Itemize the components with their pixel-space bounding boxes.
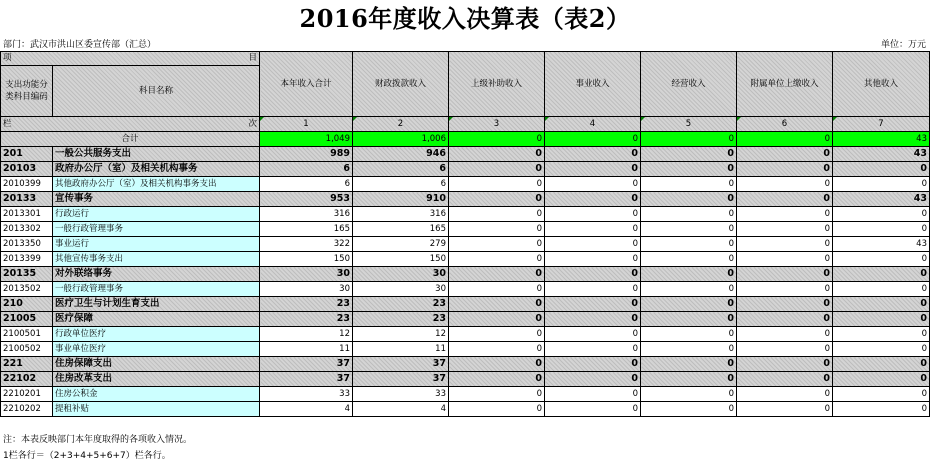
row-value-6: 0	[737, 177, 833, 192]
row-value-4: 0	[545, 282, 641, 297]
row-code: 2013301	[1, 207, 53, 222]
note-line-1: 注：本表反映部门本年度取得的各项收入情况。	[3, 435, 193, 445]
row-value-3: 0	[449, 162, 545, 177]
table-row	[1, 267, 930, 282]
row-name: 宣传事务	[53, 192, 260, 207]
row-value-6: 0	[737, 207, 833, 222]
row-value-7: 43	[833, 237, 930, 252]
row-name: 住房改革支出	[53, 372, 260, 387]
row-name: 事业单位医疗	[53, 342, 260, 357]
table-row	[1, 342, 930, 357]
row-name: 医疗保障	[53, 312, 260, 327]
col-number-4: 4	[545, 117, 641, 132]
header-mu: 目	[248, 53, 257, 63]
row-value-7: 0	[833, 177, 930, 192]
row-value-1: 6	[260, 162, 353, 177]
row-value-2: 910	[353, 192, 449, 207]
row-value-3: 0	[449, 222, 545, 237]
row-value-5: 0	[641, 297, 737, 312]
row-value-5: 0	[641, 252, 737, 267]
row-name: 住房公积金	[53, 387, 260, 402]
row-value-4: 0	[545, 342, 641, 357]
col-header-3: 上级补助收入	[449, 52, 545, 117]
row-value-4: 0	[545, 357, 641, 372]
row-value-4: 0	[545, 177, 641, 192]
row-name: 一般公共服务支出	[53, 147, 260, 162]
row-value-7: 0	[833, 402, 930, 417]
total-value-6: 0	[737, 132, 833, 147]
row-value-1: 989	[260, 147, 353, 162]
row-value-1: 11	[260, 342, 353, 357]
row-value-2: 165	[353, 222, 449, 237]
row-value-5: 0	[641, 312, 737, 327]
row-value-2: 11	[353, 342, 449, 357]
row-value-1: 316	[260, 207, 353, 222]
row-value-6: 0	[737, 237, 833, 252]
row-name: 其他宣传事务支出	[53, 252, 260, 267]
row-value-6: 0	[737, 372, 833, 387]
row-value-4: 0	[545, 252, 641, 267]
row-value-1: 953	[260, 192, 353, 207]
table-row	[1, 192, 930, 207]
row-value-4: 0	[545, 207, 641, 222]
row-value-7: 0	[833, 252, 930, 267]
row-value-4: 0	[545, 402, 641, 417]
row-value-3: 0	[449, 192, 545, 207]
header-code-label: 支出功能分类科目编码	[1, 66, 53, 117]
row-value-5: 0	[641, 177, 737, 192]
row-value-2: 6	[353, 177, 449, 192]
row-code: 20103	[1, 162, 53, 177]
row-value-2: 37	[353, 372, 449, 387]
row-value-1: 37	[260, 372, 353, 387]
col-number-2: 2	[353, 117, 449, 132]
row-name: 其他政府办公厅（室）及相关机构事务支出	[53, 177, 260, 192]
row-value-1: 4	[260, 402, 353, 417]
table-row	[1, 402, 930, 417]
header-lan: 栏	[3, 119, 12, 129]
row-code: 21005	[1, 312, 53, 327]
row-value-4: 0	[545, 267, 641, 282]
row-value-2: 946	[353, 147, 449, 162]
row-value-5: 0	[641, 402, 737, 417]
row-value-7: 43	[833, 147, 930, 162]
row-value-3: 0	[449, 207, 545, 222]
row-value-5: 0	[641, 222, 737, 237]
row-value-6: 0	[737, 267, 833, 282]
row-value-7: 43	[833, 192, 930, 207]
total-row	[1, 132, 930, 147]
row-value-7: 0	[833, 222, 930, 237]
row-code: 210	[1, 297, 53, 312]
total-value-4: 0	[545, 132, 641, 147]
row-value-7: 0	[833, 357, 930, 372]
header-row-numbers	[1, 117, 930, 132]
col-header-5: 经营收入	[641, 52, 737, 117]
col-header-4: 事业收入	[545, 52, 641, 117]
row-value-3: 0	[449, 327, 545, 342]
row-value-3: 0	[449, 387, 545, 402]
row-value-5: 0	[641, 192, 737, 207]
row-value-1: 322	[260, 237, 353, 252]
row-value-6: 0	[737, 342, 833, 357]
row-code: 2013399	[1, 252, 53, 267]
col-header-1: 本年收入合计	[260, 52, 353, 117]
row-code: 20133	[1, 192, 53, 207]
row-value-1: 33	[260, 387, 353, 402]
header-row-xiang	[1, 52, 930, 66]
total-value-2: 1,006	[353, 132, 449, 147]
total-label: 合计	[1, 132, 260, 147]
table-row	[1, 372, 930, 387]
table-row	[1, 237, 930, 252]
col-number-1: 1	[260, 117, 353, 132]
row-value-3: 0	[449, 297, 545, 312]
row-value-2: 23	[353, 297, 449, 312]
row-value-5: 0	[641, 282, 737, 297]
row-code: 221	[1, 357, 53, 372]
row-name: 一般行政管理事务	[53, 222, 260, 237]
row-name: 一般行政管理事务	[53, 282, 260, 297]
row-value-3: 0	[449, 177, 545, 192]
row-name: 行政运行	[53, 207, 260, 222]
header-ci: 次	[248, 119, 257, 129]
header-lan-ci-cell	[1, 117, 260, 132]
row-value-2: 23	[353, 312, 449, 327]
row-value-7: 0	[833, 312, 930, 327]
table-row	[1, 297, 930, 312]
table-row	[1, 222, 930, 237]
table-row	[1, 282, 930, 297]
row-name: 对外联络事务	[53, 267, 260, 282]
row-value-6: 0	[737, 297, 833, 312]
row-value-1: 30	[260, 282, 353, 297]
row-value-5: 0	[641, 342, 737, 357]
row-value-6: 0	[737, 357, 833, 372]
row-value-3: 0	[449, 342, 545, 357]
row-value-7: 0	[833, 387, 930, 402]
row-code: 2210202	[1, 402, 53, 417]
row-value-4: 0	[545, 387, 641, 402]
row-value-5: 0	[641, 237, 737, 252]
row-value-5: 0	[641, 357, 737, 372]
row-value-5: 0	[641, 327, 737, 342]
row-value-5: 0	[641, 162, 737, 177]
row-value-5: 0	[641, 372, 737, 387]
row-value-4: 0	[545, 147, 641, 162]
row-value-7: 0	[833, 327, 930, 342]
row-value-4: 0	[545, 297, 641, 312]
row-value-2: 37	[353, 357, 449, 372]
department-label: 部门：武汉市洪山区委宣传部（汇总）	[3, 40, 157, 50]
table-row	[1, 357, 930, 372]
table-row	[1, 177, 930, 192]
row-value-5: 0	[641, 207, 737, 222]
row-value-7: 0	[833, 267, 930, 282]
row-value-6: 0	[737, 282, 833, 297]
table-row	[1, 147, 930, 162]
row-name: 医疗卫生与计划生育支出	[53, 297, 260, 312]
row-value-2: 4	[353, 402, 449, 417]
row-code: 22102	[1, 372, 53, 387]
row-value-3: 0	[449, 357, 545, 372]
row-value-5: 0	[641, 267, 737, 282]
row-name: 住房保障支出	[53, 357, 260, 372]
row-value-2: 30	[353, 267, 449, 282]
row-value-1: 37	[260, 357, 353, 372]
row-code: 2010399	[1, 177, 53, 192]
unit-label: 单位：万元	[880, 40, 926, 50]
col-header-2: 财政拨款收入	[353, 52, 449, 117]
row-value-6: 0	[737, 387, 833, 402]
row-value-4: 0	[545, 372, 641, 387]
row-value-1: 6	[260, 177, 353, 192]
row-value-1: 23	[260, 297, 353, 312]
header-xiang-mu-cell	[1, 52, 260, 66]
row-code: 2013350	[1, 237, 53, 252]
row-value-6: 0	[737, 327, 833, 342]
row-value-2: 316	[353, 207, 449, 222]
report-title: 2016年度收入决算表（表2）	[299, 4, 631, 33]
row-value-7: 0	[833, 207, 930, 222]
table-row	[1, 252, 930, 267]
row-code: 20135	[1, 267, 53, 282]
row-value-1: 23	[260, 312, 353, 327]
header-name-label: 科目名称	[53, 66, 260, 117]
row-value-4: 0	[545, 327, 641, 342]
row-value-2: 279	[353, 237, 449, 252]
row-value-1: 150	[260, 252, 353, 267]
row-value-3: 0	[449, 402, 545, 417]
row-value-3: 0	[449, 147, 545, 162]
row-value-6: 0	[737, 147, 833, 162]
row-value-2: 6	[353, 162, 449, 177]
row-value-6: 0	[737, 252, 833, 267]
col-number-5: 5	[641, 117, 737, 132]
row-value-6: 0	[737, 312, 833, 327]
row-value-1: 12	[260, 327, 353, 342]
table-row	[1, 207, 930, 222]
total-value-3: 0	[449, 132, 545, 147]
row-value-1: 30	[260, 267, 353, 282]
total-value-7: 43	[833, 132, 930, 147]
row-code: 201	[1, 147, 53, 162]
table-row	[1, 327, 930, 342]
row-value-4: 0	[545, 192, 641, 207]
row-value-3: 0	[449, 267, 545, 282]
row-value-6: 0	[737, 222, 833, 237]
row-code: 2100501	[1, 327, 53, 342]
total-value-5: 0	[641, 132, 737, 147]
row-name: 行政单位医疗	[53, 327, 260, 342]
row-value-4: 0	[545, 312, 641, 327]
row-value-2: 30	[353, 282, 449, 297]
header-xiang: 项	[3, 53, 12, 63]
row-value-5: 0	[641, 147, 737, 162]
table-row	[1, 312, 930, 327]
row-value-4: 0	[545, 162, 641, 177]
row-code: 2210201	[1, 387, 53, 402]
row-value-6: 0	[737, 192, 833, 207]
row-code: 2100502	[1, 342, 53, 357]
row-value-5: 0	[641, 387, 737, 402]
row-value-3: 0	[449, 312, 545, 327]
col-number-7: 7	[833, 117, 930, 132]
row-value-2: 33	[353, 387, 449, 402]
row-value-3: 0	[449, 237, 545, 252]
row-value-1: 165	[260, 222, 353, 237]
note-line-2: 1栏各行＝（2+3+4+5+6+7）栏各行。	[3, 451, 171, 461]
row-name: 政府办公厅（室）及相关机构事务	[53, 162, 260, 177]
row-value-2: 12	[353, 327, 449, 342]
income-table	[0, 51, 930, 417]
table-row	[1, 162, 930, 177]
row-code: 2013502	[1, 282, 53, 297]
col-number-3: 3	[449, 117, 545, 132]
row-value-7: 0	[833, 297, 930, 312]
row-name: 提租补贴	[53, 402, 260, 417]
total-value-1: 1,049	[260, 132, 353, 147]
row-value-2: 150	[353, 252, 449, 267]
row-value-3: 0	[449, 372, 545, 387]
table-row	[1, 387, 930, 402]
row-name: 事业运行	[53, 237, 260, 252]
row-code: 2013302	[1, 222, 53, 237]
col-header-7: 其他收入	[833, 52, 930, 117]
row-value-7: 0	[833, 372, 930, 387]
row-value-3: 0	[449, 252, 545, 267]
row-value-3: 0	[449, 282, 545, 297]
row-value-6: 0	[737, 402, 833, 417]
col-number-6: 6	[737, 117, 833, 132]
row-value-4: 0	[545, 222, 641, 237]
row-value-7: 0	[833, 342, 930, 357]
row-value-7: 0	[833, 282, 930, 297]
col-header-6: 附属单位上缴收入	[737, 52, 833, 117]
row-value-7: 0	[833, 162, 930, 177]
row-value-6: 0	[737, 162, 833, 177]
row-value-4: 0	[545, 237, 641, 252]
